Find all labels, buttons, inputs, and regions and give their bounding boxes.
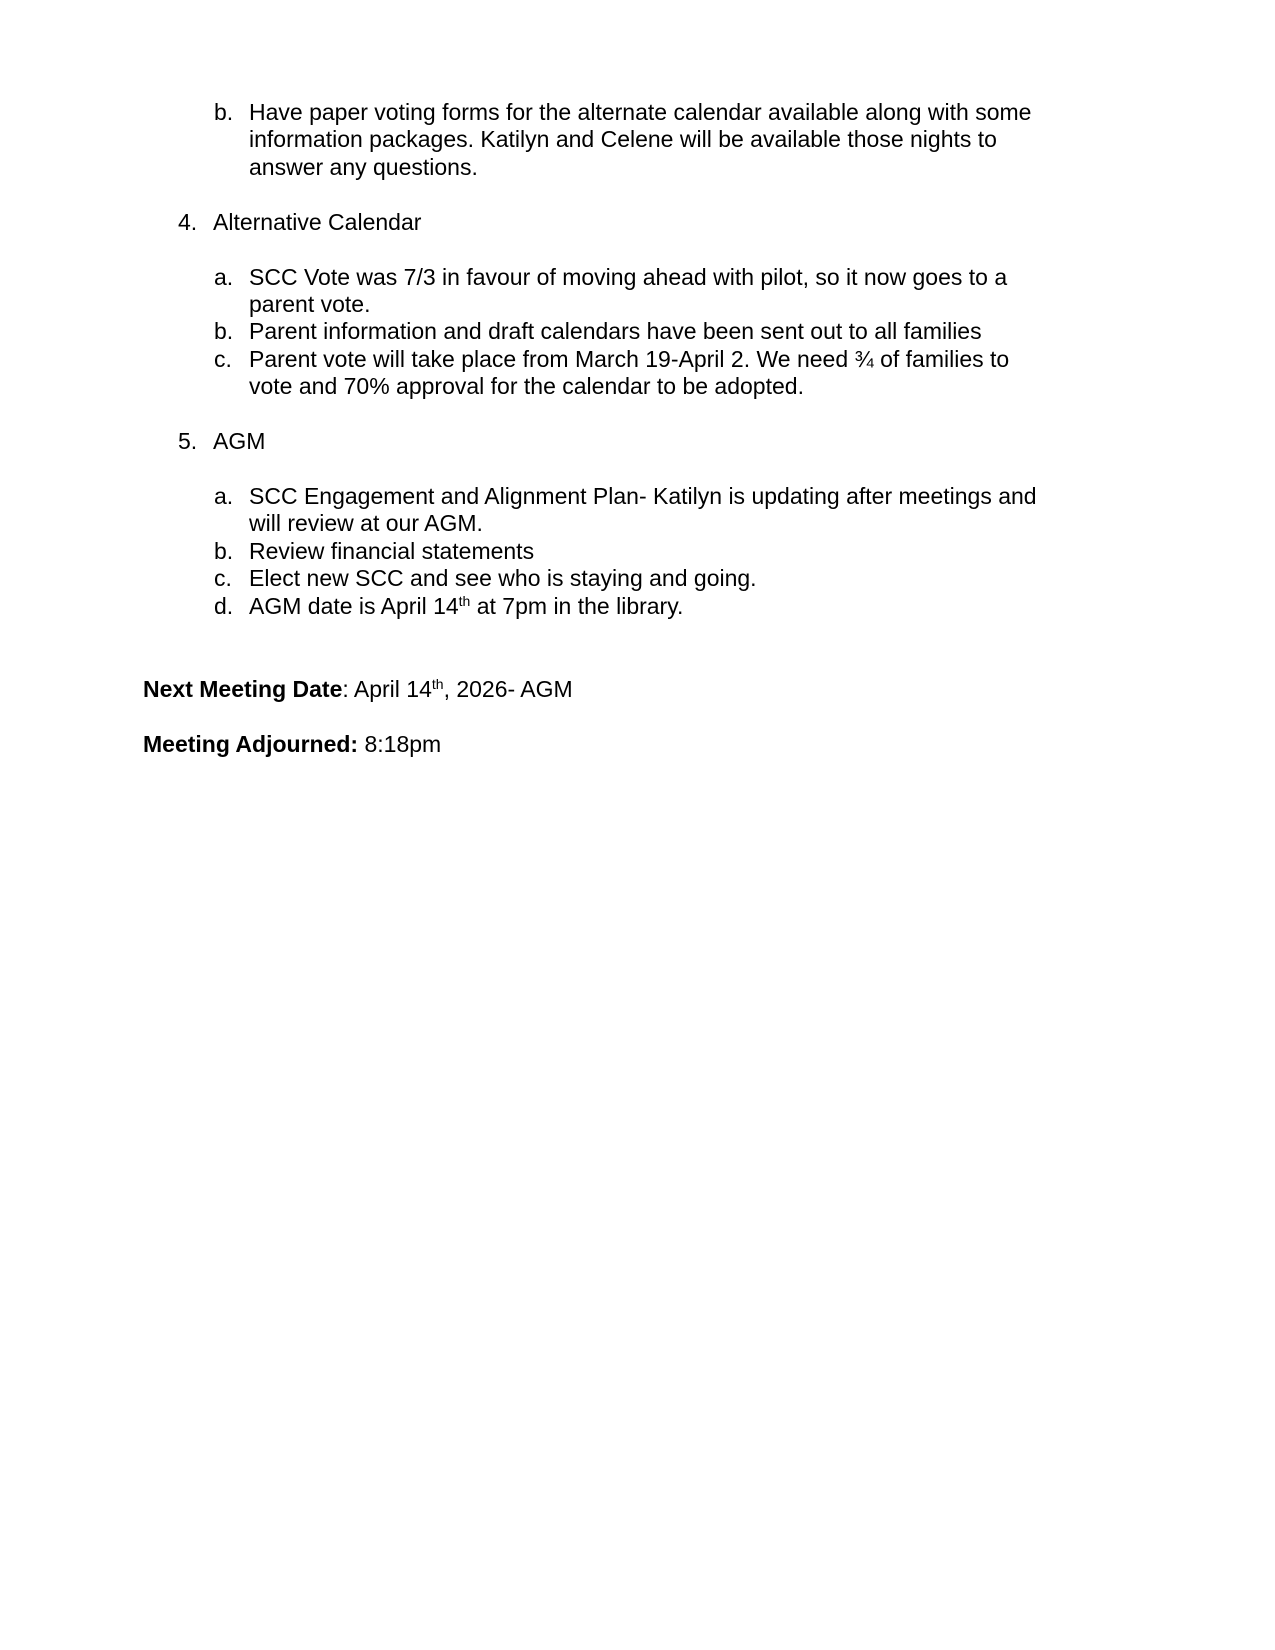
next-meeting-date: April 14 — [353, 676, 432, 702]
list-item-line: Have paper voting forms for the alternate calendar available along with some — [249, 99, 1032, 125]
list-marker: c. — [214, 565, 232, 591]
list-item-line: SCC Vote was 7/3 in favour of moving ahead with pilot, so it now goes to a — [249, 264, 1008, 290]
next-meeting-ordinal: th — [431, 676, 444, 692]
list-marker: b. — [214, 538, 234, 564]
list-item-line: Elect new SCC and see who is staying and going. — [249, 565, 757, 591]
next-meeting-separator: : — [342, 676, 354, 702]
list-item-line: will review at our AGM. — [249, 510, 483, 536]
section-number: 5. — [178, 428, 198, 454]
list-item-line: SCC Engagement and Alignment Plan- Katilyn is updating after meetings and — [249, 483, 1037, 509]
adjourned-label: Meeting Adjourned: — [143, 731, 359, 757]
section-title: AGM — [213, 428, 266, 454]
list-item-line: Parent information and draft calendars have been sent out to all families — [249, 318, 982, 344]
list-marker: c. — [214, 346, 232, 372]
agm-date-rest: at 7pm in the library. — [470, 593, 684, 619]
section-title: Alternative Calendar — [213, 209, 422, 235]
list-item-line: answer any questions. — [249, 154, 478, 180]
list-item-line: information packages. Katilyn and Celene will be available those nights to — [249, 126, 997, 152]
list-item-line: parent vote. — [249, 291, 371, 317]
next-meeting-line — [143, 675, 573, 704]
list-marker: b. — [214, 99, 234, 125]
list-marker: b. — [214, 318, 234, 344]
agm-date-line — [249, 592, 683, 621]
next-meeting-label: Next Meeting Date — [143, 676, 343, 702]
adjourned-line — [143, 730, 441, 759]
agm-date-ordinal: th — [458, 593, 471, 609]
list-marker: a. — [214, 264, 234, 290]
adjourned-time: 8:18pm — [358, 731, 442, 757]
agm-date-text: AGM date is April 14 — [249, 593, 459, 619]
list-item-line: Parent vote will take place from March 19-April 2. We need ¾ of families to — [249, 346, 1010, 372]
list-item-line: vote and 70% approval for the calendar to be adopted. — [249, 373, 804, 399]
section-number: 4. — [178, 209, 198, 235]
list-marker: d. — [214, 593, 234, 619]
list-marker: a. — [214, 483, 234, 509]
next-meeting-rest: , 2026- AGM — [443, 676, 573, 702]
list-item-line: Review financial statements — [249, 538, 535, 564]
